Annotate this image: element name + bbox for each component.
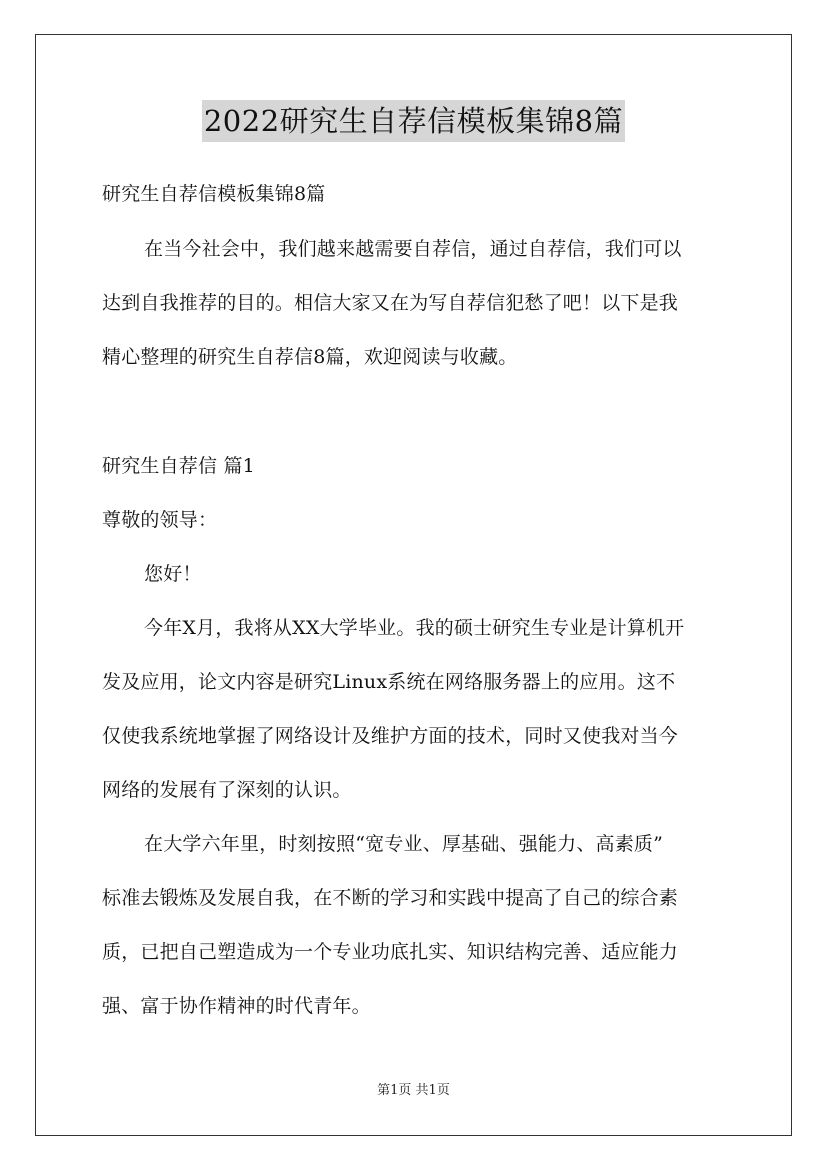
greeting: 您好！	[144, 563, 202, 585]
document-subtitle: 研究生自荐信模板集锦8篇	[102, 183, 326, 205]
paragraph-line: 发及应用，论文内容是研究Linux系统在网络服务器上的应用。这不	[102, 671, 676, 693]
document-title-block	[0, 100, 827, 142]
paragraph-line: 在大学六年里，时刻按照“宽专业、厚基础、强能力、高素质”	[144, 833, 664, 855]
paragraph-line: 强、富于协作精神的时代青年。	[102, 995, 371, 1017]
salutation: 尊敬的领导：	[102, 509, 218, 531]
paragraph-line: 今年X月，我将从XX大学毕业。我的硕士研究生专业是计算机开	[144, 617, 685, 639]
paragraph-line: 仅使我系统地掌握了网络设计及维护方面的技术，同时又使我对当今	[102, 725, 679, 747]
section-heading: 研究生自荐信 篇1	[102, 455, 255, 477]
page-number-footer: 第1页 共1页	[377, 1083, 450, 1098]
intro-line: 达到自我推荐的目的。相信大家又在为写自荐信犯愁了吧！以下是我	[102, 292, 679, 314]
paragraph-line: 网络的发展有了深刻的认识。	[102, 779, 352, 801]
paragraph-line: 质，已把自己塑造成为一个专业功底扎实、知识结构完善、适应能力	[102, 941, 679, 963]
intro-line: 精心整理的研究生自荐信8篇，欢迎阅读与收藏。	[102, 346, 518, 368]
paragraph-line: 标准去锻炼及发展自我，在不断的学习和实践中提高了自己的综合素	[102, 887, 679, 909]
intro-line: 在当今社会中，我们越来越需要自荐信，通过自荐信，我们可以	[144, 238, 682, 260]
document-title: 2022研究生自荐信模板集锦8篇	[202, 100, 625, 142]
